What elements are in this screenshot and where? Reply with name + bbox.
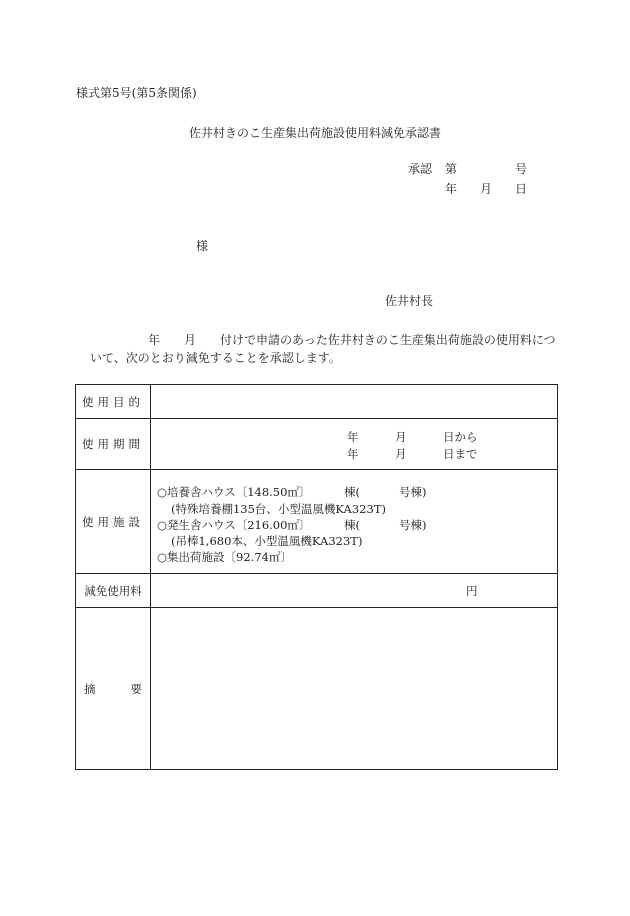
body-year: 年 — [148, 333, 161, 347]
summary-value — [151, 608, 558, 770]
body-line-2: いて、次のとおり減免することを承認します。 — [90, 351, 341, 365]
approval-table — [75, 384, 558, 770]
facility-1-wing-end: 号棟) — [399, 485, 427, 499]
table-row-summary — [76, 608, 558, 770]
body-line-1 — [148, 331, 558, 347]
body-month: 月 — [184, 333, 197, 347]
approval-month: 月 — [480, 182, 493, 196]
recipient-suffix: 様 — [196, 239, 209, 253]
period-label: 使用期間 — [76, 419, 151, 470]
facility-1: ○培養舎ハウス〔148.50㎡〕 — [157, 485, 311, 499]
period-from-month: 月 — [395, 430, 407, 444]
approval-go: 号 — [515, 162, 528, 176]
facility-1-note: (特殊培養棚135台、小型温風機KA323T) — [171, 502, 386, 516]
facility-2-wing: 棟( — [344, 518, 360, 532]
facility-label: 使用施設 — [76, 470, 151, 574]
approval-label: 承認 — [408, 162, 433, 176]
body-line1-text: 付けで申請のあった佐井村きのこ生産集出荷施設の使用料につ — [220, 333, 556, 347]
fee-label: 減免使用料 — [76, 574, 151, 608]
approval-dai: 第 — [445, 162, 458, 176]
summary-label-2: 要 — [130, 681, 142, 696]
approval-number — [408, 160, 538, 176]
table-row-purpose — [76, 385, 558, 419]
period-from-year: 年 — [347, 430, 359, 444]
facility-2: ○発生舎ハウス〔216.00㎡〕 — [157, 518, 311, 532]
period-to-day: 日まで — [443, 447, 478, 461]
period-value — [151, 419, 558, 470]
period-to-month: 月 — [395, 447, 407, 461]
facility-value — [151, 470, 558, 574]
fee-unit: 円 — [466, 584, 478, 598]
issuer-name: 佐井村長 — [385, 294, 434, 308]
summary-label-1: 摘 — [84, 681, 96, 696]
period-from-day: 日から — [443, 430, 478, 444]
facility-2-note: (吊棒1,680本、小型温風機KA323T) — [171, 534, 363, 548]
facility-2-wing-end: 号棟) — [399, 518, 427, 532]
approval-date — [408, 180, 538, 196]
approval-year: 年 — [445, 182, 458, 196]
facility-1-wing: 棟( — [344, 485, 360, 499]
purpose-value — [151, 385, 558, 419]
table-row-fee — [76, 574, 558, 608]
document-title: 佐井村きのこ生産集出荷施設使用料減免承認書 — [188, 126, 441, 140]
table-row-period — [76, 419, 558, 470]
fee-value — [151, 574, 558, 608]
approval-day: 日 — [515, 182, 528, 196]
table-row-facility — [76, 470, 558, 574]
period-to-year: 年 — [347, 447, 359, 461]
purpose-label: 使用目的 — [76, 385, 151, 419]
summary-label — [76, 608, 151, 770]
form-number: 様式第5号(第5条関係) — [76, 86, 197, 100]
facility-3: ○集出荷施設〔92.74㎡〕 — [157, 550, 292, 564]
